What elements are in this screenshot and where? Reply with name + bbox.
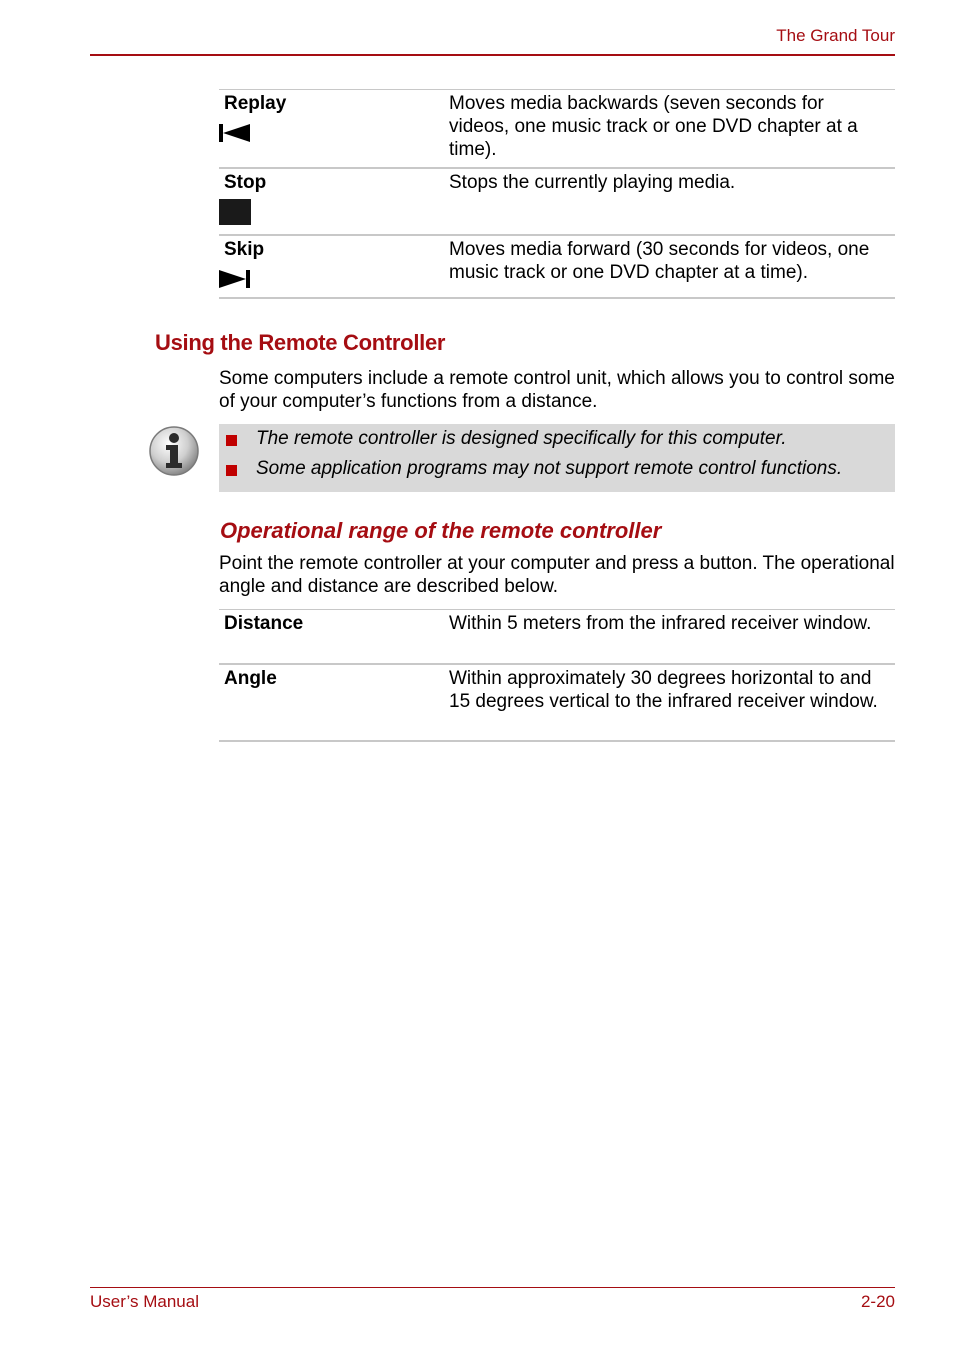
subsection-intro: Point the remote controller at your computer and press a button. The operational angle and distance are described below. [219,553,895,597]
stop-icon [219,199,251,225]
range-term: Distance [224,613,304,634]
table-row [219,664,895,741]
header-rule [90,54,895,56]
control-description: Stops the currently playing media. [449,171,736,193]
control-description: Moves media backwards (seven seconds for videos, one music track or one DVD chapter at a time). [449,93,858,160]
control-term: Replay [224,93,287,114]
table-row [219,168,895,235]
range-table [219,609,895,742]
table-row [219,90,895,168]
note-text: Some application programs may not support remote control functions. [256,458,843,479]
range-term: Angle [224,667,277,689]
control-description: Moves media forward (30 seconds for videos, one music track or one DVD chapter at a time). [449,238,870,283]
info-icon [148,425,200,477]
footer-rule [90,1287,895,1288]
control-term: Skip [224,238,265,260]
running-header: The Grand Tour [776,26,895,45]
section-intro: Some computers include a remote control unit, which allows you to control some of your computer’s functions from a distance. [219,368,895,412]
control-term: Stop [224,171,267,193]
note-text: The remote controller is designed specifically for this computer. [256,428,787,449]
skip-icon [219,269,251,289]
bullet-square-icon [226,435,237,446]
subsection-title: Operational range of the remote controller [220,518,662,543]
range-description: Within 5 meters from the infrared receiver window. [449,613,872,634]
footer-manual-label: User’s Manual [90,1292,199,1311]
bullet-square-icon [226,465,237,476]
replay-icon [219,123,251,143]
range-description: Within approximately 30 degrees horizontal to and 15 degrees vertical to the infrared receiver window. [449,667,878,712]
table-row [219,235,895,298]
note-box [219,424,895,492]
controls-table [219,89,895,299]
table-row [219,610,895,664]
page-number: 2-20 [860,1292,895,1311]
section-title: Using the Remote Controller [155,330,446,355]
